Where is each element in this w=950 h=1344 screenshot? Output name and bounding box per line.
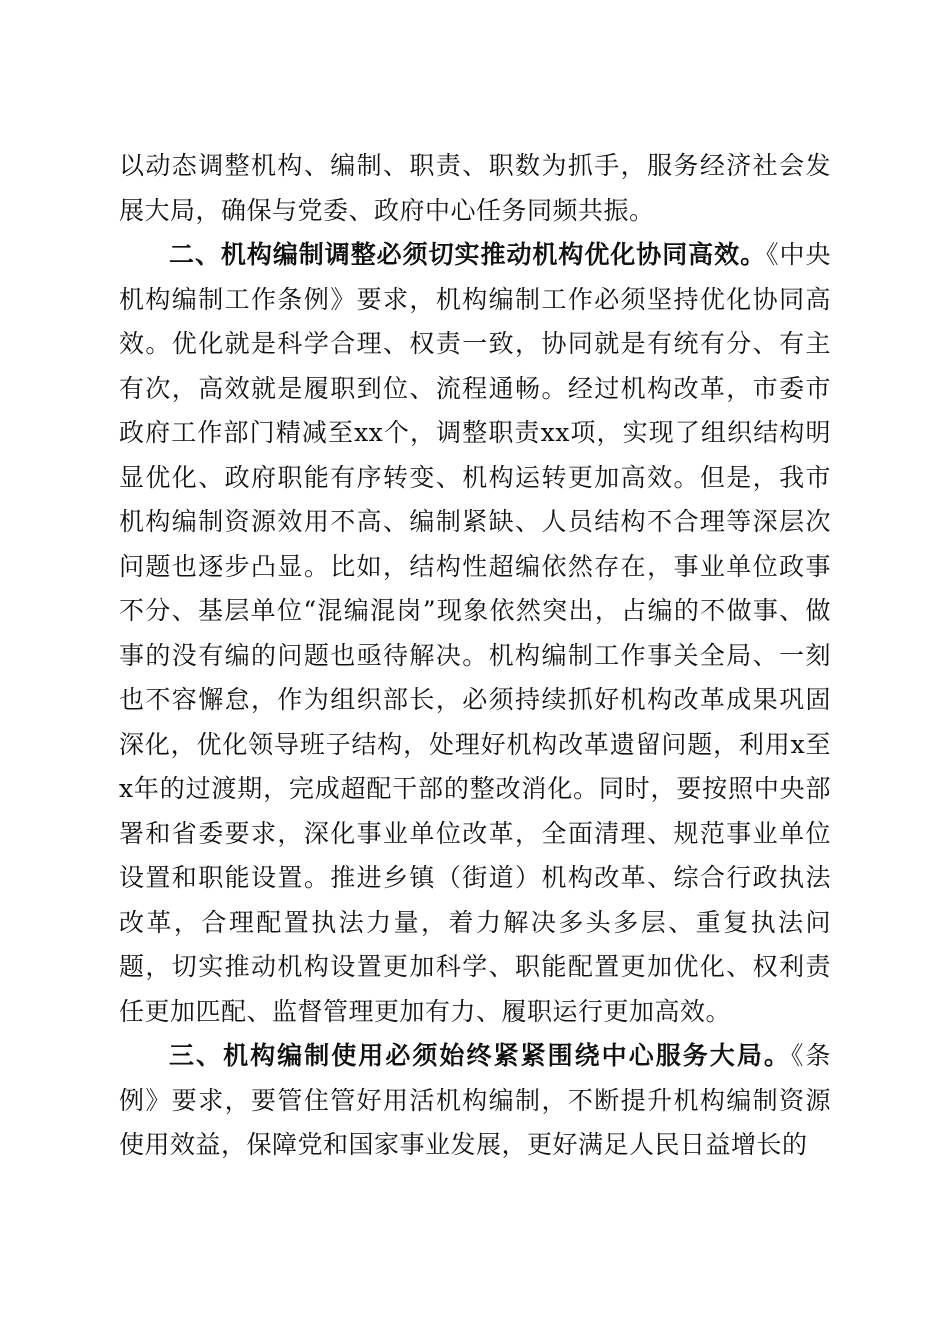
section-heading: 三、机构编制使用必须始终紧紧围绕中心服务大局。 (169, 1041, 791, 1070)
paragraph-text: 《中央机构编制工作条例》要求，机构编制工作必须坚持优化协同高效。优化就是科学合理、权责一致，协同就是有统有分、有主有次，高效就是履职到位、流程通畅。经过机构改革，市委市政府工作部门精减至xx个，调整职责xx项，实现了组织结构明显优化、政府职能有序转变、机构运转更加高效。但是，我市机构编制资源效用不高、编制紧缺、人员结构不合理等深层次问题也逐步凸显。比如，结构性超编依然存在，事业单位政事不分、基层单位“混编混岗”现象依然突出，占编的不做事、做事的没有编的问题也亟待解决。机构编制工作事关全局、一刻也不容懈怠，作为组织部长，必须持续抓好机构改革成果巩固深化，优化领导班子结构，处理好机构改革遗留问题，利用x至x年的过渡期，完成超配干部的整改消化。同时，要按照中央部署和省委要求，深化事业单位改革，全面清理、规范事业单位设置和职能设置。推进乡镇（街道）机构改革、综合行政执法改革，合理配置执法力量，着力解决多头多层、重复执法问题，切实推动机构设置更加科学、职能配置更加优化、权利责任更加匹配、监督管理更加有力、履职运行更加高效。 (119, 240, 831, 1026)
paragraph-text: 《条例》要求，要管住管好用活机构编制，不断提升机构编制资源使用效益，保障党和国家事业发展，更好满足人民日益增长的 (119, 1041, 831, 1159)
paragraph-section-two (119, 233, 831, 1034)
paragraph-text: 以动态调整机构、编制、职责、职数为抓手，服务经济社会发展大局，确保与党委、政府中心任务同频共振。 (119, 151, 831, 225)
paragraph-continuation (119, 144, 831, 233)
document-body (119, 144, 831, 1168)
section-heading: 二、机构编制调整必须切实推动机构优化协同高效。 (169, 240, 767, 269)
paragraph-section-three (119, 1034, 831, 1168)
